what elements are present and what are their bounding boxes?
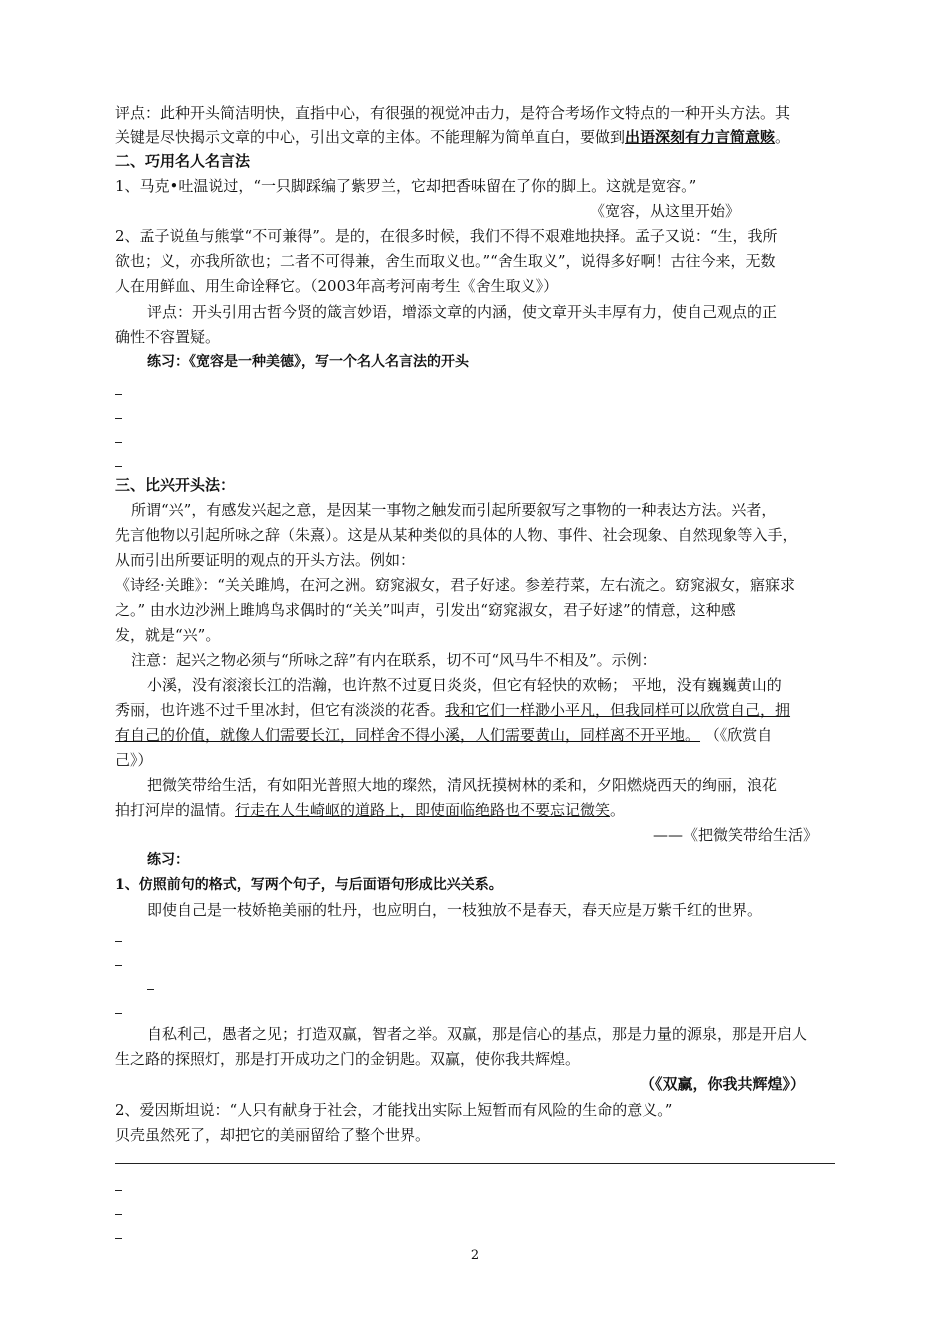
example-2-line-2 <box>115 799 625 821</box>
quote-example-2-line-3: 人在用鲜血、用生命诠释它。（2003年高考河南考生《舍生取义》） <box>115 277 559 295</box>
example-2-line-1: 把微笑带给生活，有如阳光普照大地的璨然，清风抚摸树林的柔和，夕阳燃烧西天的绚丽，浪花 <box>147 776 778 794</box>
exercise-item-2: 2、爱因斯坦说：“人只有献身于社会，才能找出实际上短暂而有风险的生命的意义。” <box>115 1101 673 1119</box>
quote-source-1: 《宽容，从这里开始》 <box>590 202 741 220</box>
quote-example-2-line-2: 欲也；义，亦我所欲也；二者不可得兼，舍生而取义也。”“舍生取义”，说得多好啊！古往今来，无数 <box>115 252 776 270</box>
answer-line[interactable] <box>115 1238 122 1239</box>
shijing-line-3: 发，就是“兴”。 <box>115 626 221 644</box>
exercise-2-prompt-line-1: 自私利己，愚者之见；打造双赢，智者之举。双赢，那是信心的基点，那是力量的源泉，那是开启人 <box>147 1025 808 1043</box>
example-text: 拍打河岸的温情。 <box>115 801 236 819</box>
shijing-line-2: 之。” 由水边沙洲上雎鸠鸟求偶时的“关关”叫声，引发出“窈窕淑女，君子好逑”的情意，这种感 <box>115 601 736 619</box>
example-2-source: ——《把微笑带给生活》 <box>653 826 819 844</box>
exercise-2-source: （《双赢，你我共辉煌》） <box>640 1075 806 1093</box>
comment-2-line-2: 确性不容置疑。 <box>115 328 221 346</box>
answer-line[interactable] <box>115 442 122 443</box>
answer-line[interactable] <box>115 1214 122 1215</box>
exercise-item-1: 1、仿照前句的格式，写两个句子，与后面语句形成比兴关系。 <box>115 877 503 893</box>
definition-line-2: 先言他物以引起所咏之辞（朱熹）。这是从某种类似的具体的人物、事件、社会现象、自然现象等入手， <box>115 526 798 544</box>
answer-line[interactable] <box>115 394 122 395</box>
answer-line[interactable] <box>115 418 122 419</box>
emphasis-text: 出语深刻有力言简意赅 <box>625 128 776 146</box>
definition-line-1: 所谓“兴”，有感发兴起之意，是因某一事物之触发而引起所要叙写之事物的一种表达方法。兴者， <box>131 501 777 519</box>
example-1-line-2 <box>115 699 790 721</box>
answer-line[interactable] <box>115 965 122 966</box>
underlined-text: 行走在人生崎岖的道路上，即使面临绝路也不要忘记微笑 <box>235 801 611 819</box>
shijing-line-1: 《诗经·关雎》：“关关雎鸠，在河之洲。窈窕淑女，君子好逑。参差荇菜，左右流之。窈窕淑女，寤寐求 <box>115 576 795 594</box>
answer-line[interactable] <box>115 1013 122 1014</box>
answer-line[interactable] <box>115 1190 122 1191</box>
answer-rule[interactable] <box>115 1163 835 1164</box>
underlined-text: 我和它们一样渺小平凡，但我同样可以欣赏自己，拥 <box>445 701 791 719</box>
exercise-item-2-prompt: 贝壳虽然死了，却把它的美丽留给了整个世界。 <box>115 1126 431 1144</box>
answer-line[interactable] <box>115 941 122 942</box>
exercise-1: 练习：《宽容是一种美德》，写一个名人名言法的开头 <box>147 354 469 370</box>
comment-2-line-1: 评点：开头引用古哲今贤的箴言妙语，增添文章的内涵，使文章开头丰厚有力，使自己观点的正 <box>147 303 778 321</box>
example-source: （《欣赏自 <box>700 726 773 744</box>
quote-example-1: 1、马克•吐温说过，“一只脚踩编了紫罗兰，它却把香味留在了你的脚上。这就是宽容。” <box>115 177 697 195</box>
underlined-text: 有自己的价值，就像人们需要长江，同样舍不得小溪，人们需要黄山，同样离不开平地。 <box>115 726 701 744</box>
exercise-2-prompt-line-2: 生之路的探照灯，那是打开成功之门的金钥匙。双赢，使你我共辉煌。 <box>115 1050 581 1068</box>
page-number: 2 <box>470 1248 480 1263</box>
example-1-line-3 <box>115 724 772 746</box>
comment-text: 关键是尽快揭示文章的中心，引出文章的主体。不能理解为简单直白，要做到 <box>115 128 626 146</box>
quote-example-2-line-1: 2、孟子说鱼与熊掌“不可兼得”。是的，在很多时候，我们不得不艰难地抉择。孟子又说：“生，我所 <box>115 227 778 245</box>
exercise-1-prompt: 即使自己是一枝娇艳美丽的牡丹，也应明白，一枝独放不是春天，春天应是万紫千红的世界。 <box>147 901 763 919</box>
answer-line[interactable] <box>115 466 122 467</box>
example-1-line-4: 己》） <box>115 751 153 769</box>
exercise-heading: 练习： <box>147 852 189 868</box>
example-text: 秀丽，也许逃不过千里冰封，但它有淡淡的花香。 <box>115 701 446 719</box>
definition-line-3: 从而引出所要证明的观点的开头方法。例如： <box>115 551 416 569</box>
section-heading-2: 二、巧用名人名言法 <box>115 152 251 170</box>
section-heading-3: 三、比兴开头法： <box>115 476 236 494</box>
answer-line[interactable] <box>147 989 154 990</box>
comment-line-1: 评点：此种开头简洁明快，直指中心，有很强的视觉冲击力，是符合考场作文特点的一种开头方法。其 <box>115 104 791 122</box>
example-1-line-1: 小溪，没有滚滚长江的浩瀚，也许熬不过夏日炎炎，但它有轻快的欢畅； 平地，没有巍巍黄山的 <box>147 676 782 694</box>
comment-line-2 <box>115 126 790 148</box>
note-line: 注意：起兴之物必须与“所咏之辞”有内在联系，切不可“风马牛不相及”。示例： <box>131 651 657 669</box>
example-end: 。 <box>610 801 626 819</box>
comment-end: 。 <box>775 128 791 146</box>
